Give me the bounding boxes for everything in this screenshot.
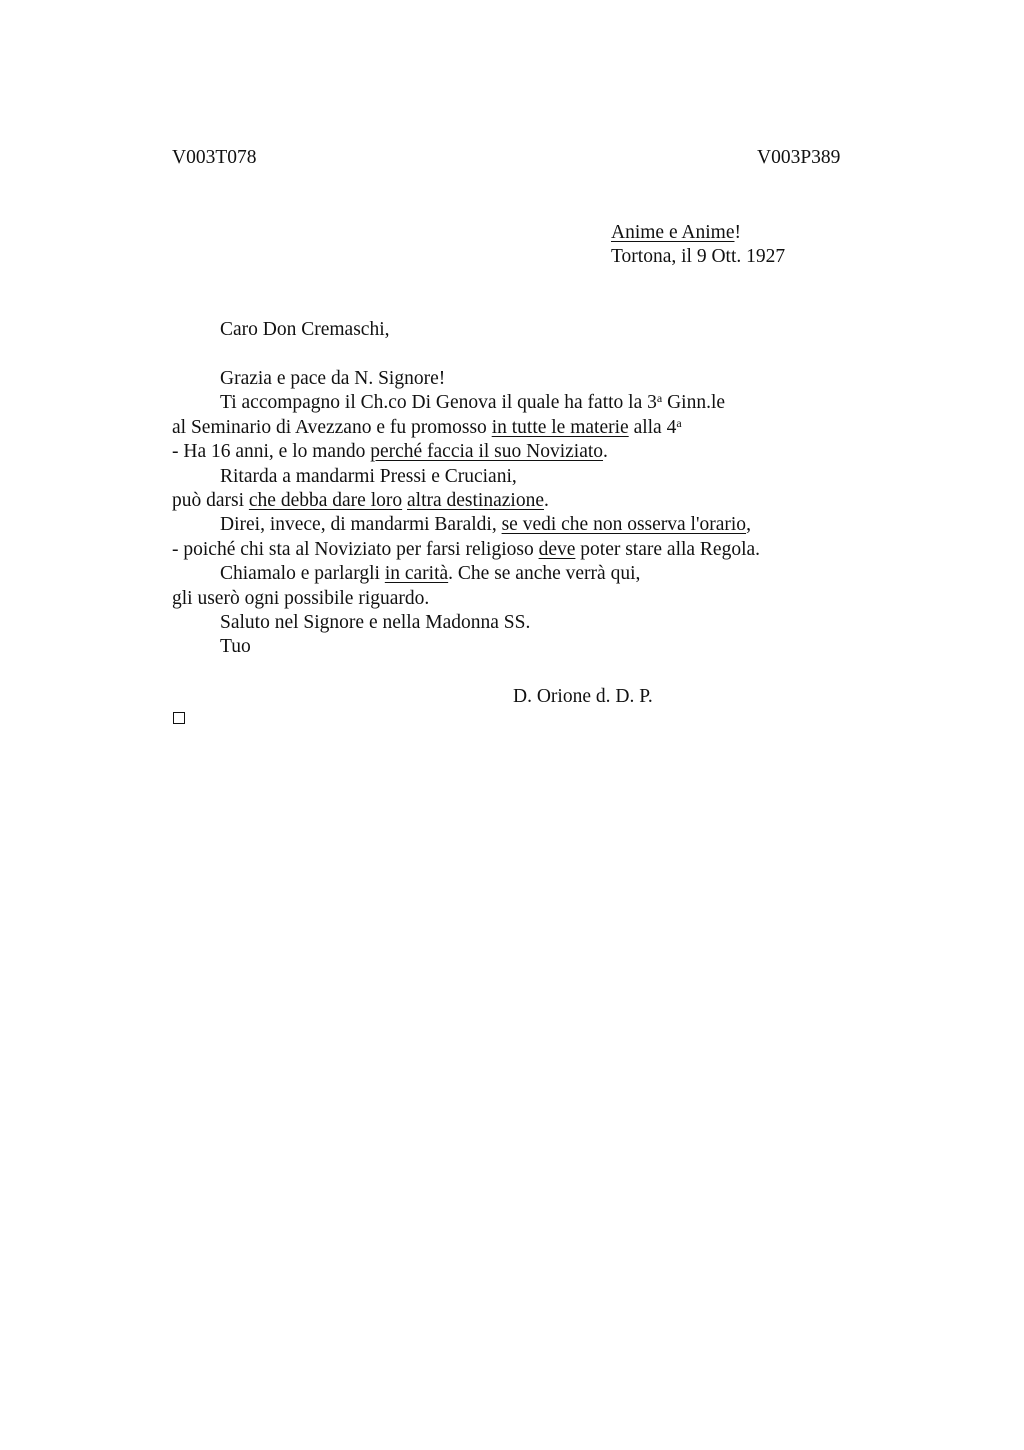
left-code: V003T078 [172,147,257,168]
body-line-8 [172,538,852,562]
superscript: a [656,391,663,406]
place-date: Tortona, il 9 Ott. 1927 [611,246,786,267]
text: al Seminario di Avezzano e fu promosso [172,416,492,438]
text: Direi, invece, di mandarmi Baraldi, [220,514,502,536]
underlined-text: in tutte le materie [491,416,629,438]
right-code: V003P389 [757,147,841,168]
body-line-4 [172,440,852,464]
body-line-7 [172,513,852,537]
body-line-12: Tuo [220,636,251,658]
underlined-text: perché faccia il suo Noviziato [370,441,604,463]
text: poter stare alla Regola. [575,538,761,560]
body-line-11: Saluto nel Signore e nella Madonna SS. [220,611,531,633]
letter-body [172,367,852,660]
text: - poiché chi sta al Noviziato per farsi religioso [172,538,539,560]
text: Ti accompagno il Ch.co Di Genova il quale ha fatto la 3 [220,392,657,414]
body-line-9 [172,562,852,586]
text: può darsi [172,489,249,511]
text: , [746,514,751,536]
text: . [543,489,549,511]
underlined-text: deve [538,538,576,560]
text: Ginn.le [662,392,726,414]
underlined-text: altra destinazione [407,489,544,511]
text: . Che se anche verrà qui, [448,563,641,585]
body-line-3 [172,416,852,440]
salutation: Caro Don Cremaschi, [220,319,390,340]
text: - Ha 16 anni, e lo mando [172,441,371,463]
text: Chiamalo e parlargli [220,563,385,585]
text: . [603,441,608,463]
signature: D. Orione d. D. P. [513,686,653,707]
body-line-1: Grazia e pace da N. Signore! [220,368,446,389]
body-line-6 [172,489,852,513]
body-line-5: Ritarda a mandarmi Pressi e Cruciani, [220,465,517,487]
underlined-text: in carità [384,563,449,585]
body-line-10: gli userò ogni possibile riguardo. [172,587,430,609]
motto-end: ! [734,222,741,243]
underlined-text: che debba dare loro [248,489,403,511]
square-box-icon [173,712,185,724]
underlined-text: se vedi che non osserva l'orario [501,514,747,536]
motto [611,221,741,245]
superscript: a [676,415,682,430]
text: alla 4 [628,416,677,438]
body-line-2 [172,391,852,415]
motto-underlined: Anime e Anime [611,222,735,243]
